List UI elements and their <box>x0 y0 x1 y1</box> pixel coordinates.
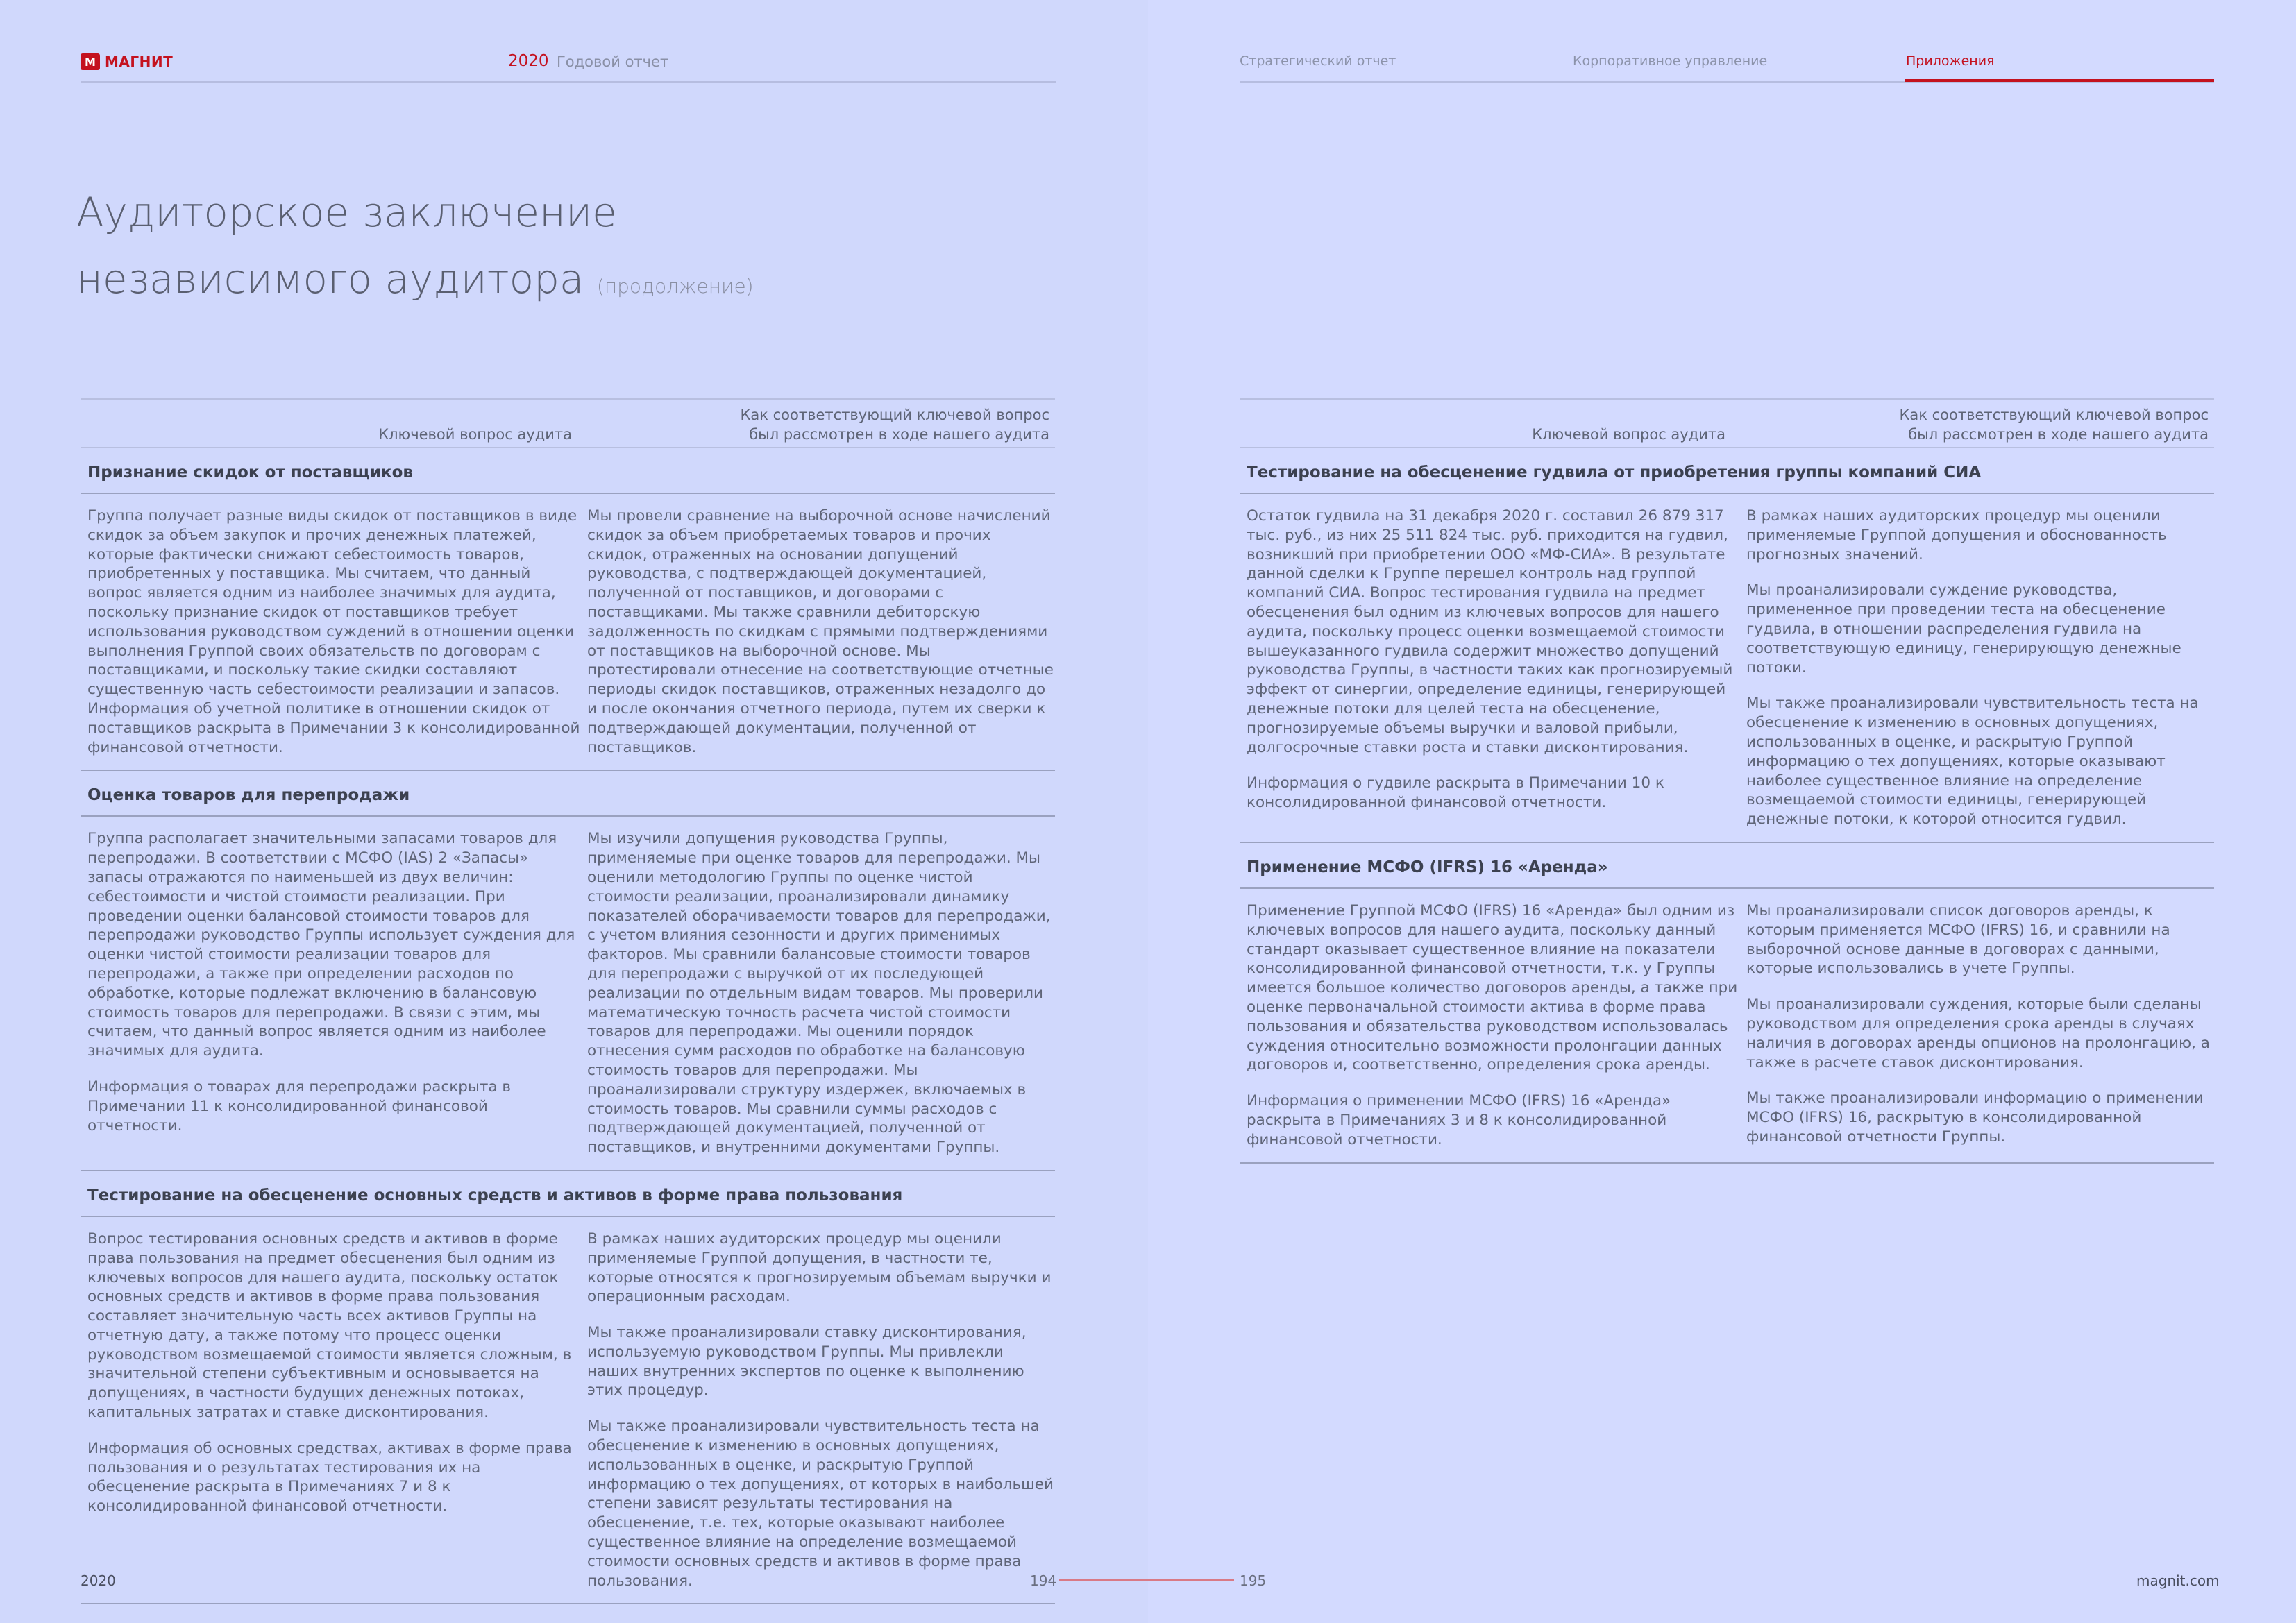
title-suffix: (продолжение) <box>596 275 754 298</box>
section-title: Применение МСФО (IFRS) 16 «Аренда» <box>1240 843 2214 889</box>
left-audit-table <box>81 398 1055 1604</box>
table-header-how-addressed-line2: был рассмотрен в ходе нашего аудита <box>749 426 1049 443</box>
left-sections <box>81 448 1055 1604</box>
nav-active-underline <box>1905 79 2214 82</box>
paragraph: Информация о товарах для перепродажи раскрыта в Примечании 11 к консолидированной финансовой отчетности. <box>87 1078 512 1135</box>
logo-icon: M <box>81 53 100 70</box>
paragraph: В рамках наших аудиторских процедур мы оценили применяемые Группой допущения, в частности те, которые относятся к прогнозируемым объемам выручки и операционным расходам. <box>587 1230 1052 1306</box>
table-header-row <box>81 398 1055 448</box>
key-matter-text <box>1247 901 1746 1150</box>
paragraph: Группа располагает значительными запасами товаров для перепродажи. В соответствии с МСФО (IAS) 2 «Запасы» запасы отражаются по наименьшей из двух величин: себестоимости и чистой стоимости реализации. При проведении оценки балансовой стоимости товаров для перепродажи руководство Группы использует суждения для оценки чистой стоимости реализации товаров для перепродажи, а также при определении расходов по обработке, которые подлежат включению в балансовую стоимость товаров для перепродажи. В связи с этим, мы считаем, что данный вопрос является одним из наиболее значимых для аудита. <box>87 830 575 1060</box>
paragraph: В рамках наших аудиторских процедур мы оценили применяемые Группой допущения и обоснованность прогнозных значений. <box>1746 507 2167 563</box>
paragraph: Применение Группой МСФО (IFRS) 16 «Аренда» был одним из ключевых вопросов для нашего аудита, поскольку данный стандарт оказывает существенное влияние на показатели консолидированной финансовой отчетности, т.к. у Группы имеется большое количество договоров аренды, а также при оценке первоначальной стоимости актива в форме права пользования и обязательства руководством использовалась суждения относительно возможности пролонгации данных договоров и, соответственно, определения срока аренды. <box>1247 901 1738 1074</box>
section-title: Тестирование на обесценение гудвила от приобретения группы компаний СИА <box>1240 448 2214 494</box>
paragraph: Мы провели сравнение на выборочной основе начислений скидок за объем приобретаемых товаров и прочих скидок, отраженных на основании допущений руководства, с подтверждающей документацией, полученной от поставщиков, и договорами с поставщиками. Мы также сравнили дебиторскую задолженность по скидкам с прямыми подтверждениями от поставщиков на выборочной основе. Мы протестировали отнесение на соответствующие отчетные периоды скидок поставщиков, отраженных незадолго до и после окончания отчетного периода, путем их сверки к подтверждающей документации, полученной от поставщиков. <box>587 507 1054 756</box>
title-line-2-text: независимого аудитора <box>76 255 584 303</box>
paragraph: Группа получает разные виды скидок от поставщиков в виде скидок за объем закупок и прочих денежных платежей, которые фактически снижают себестоимость товаров, приобретенных у поставщика. Мы считаем, что данный вопрос является одним из наиболее значимых для аудита, поскольку признание скидок от поставщиков требует использования руководством суждений в отношении оценки выполнения Группой своих обязательств по договорам с поставщиками, и поскольку такие скидки составляют существенную часть себестоимости реализации и запасов. Информация об учетной политике в отношении скидок от поставщиков раскрыта в Примечании 3 к консолидированной финансовой отчетности. <box>87 507 580 756</box>
audit-response-text <box>587 1230 1055 1591</box>
key-matter-text <box>87 507 587 757</box>
audit-response-text <box>587 829 1055 1157</box>
header-divider-left <box>81 81 1056 83</box>
table-header-key-matter: Ключевой вопрос аудита <box>1532 426 1725 443</box>
section-body-row <box>81 494 1055 771</box>
table-header-how-addressed-line2: был рассмотрен в ходе нашего аудита <box>1908 426 2209 443</box>
section-body-row <box>81 817 1055 1171</box>
key-matter-text <box>87 1230 587 1591</box>
section-title: Тестирование на обесценение основных средств и активов в форме права пользования <box>81 1171 1055 1217</box>
paragraph: Остаток гудвила на 31 декабря 2020 г. составил 26 879 317 тыс. руб., из них 25 511 824 тыс. руб. приходится на гудвил, возникший при приобретении ООО «МФ-СИА». В результате данной сделки к Группе перешел контроль над группой компаний СИА. Вопрос тестирования гудвила на предмет обесценения был одним из ключевых вопросов для нашего аудита, поскольку процесс оценки возмещаемой стоимости вышеуказанного гудвила содержит множество допущений руководства Группы, в частности таких как прогнозируемый эффект от синергии, определение единицы, генерирующей денежные потоки для целей теста на обесценение, прогнозируемые объемы выручки и валовой прибыли, долгосрочные ставки роста и ставки дисконтирования. <box>1247 507 1733 756</box>
logo-text: МАГНИТ <box>105 53 174 70</box>
paragraph: Мы проанализировали список договоров аренды, к которым применяется МСФО (IFRS) 16, и сравнили на выборочной основе данные в договорах с данными, которые использовались в учете Группы. <box>1746 901 2170 978</box>
section-title: Оценка товаров для перепродажи <box>81 771 1055 817</box>
table-header-how-addressed-line1: Как соответствующий ключевой вопрос <box>740 407 1049 423</box>
section-body-row <box>1240 494 2214 843</box>
table-header-how-addressed <box>741 405 1050 444</box>
section-body-row <box>1240 889 2214 1164</box>
section-body-row <box>81 1217 1055 1605</box>
table-header-key-matter: Ключевой вопрос аудита <box>378 426 572 443</box>
paragraph: Информация об основных средствах, активах в форме права пользования и о результатах тестирования их на обесценение раскрыта в Примечаниях 7 и 8 к консолидированной финансовой отчетности. <box>87 1439 572 1515</box>
page-number-divider <box>1059 1579 1234 1581</box>
section-title: Признание скидок от поставщиков <box>81 448 1055 494</box>
title-line-2 <box>76 246 754 320</box>
right-audit-table <box>1240 398 2214 1164</box>
page-number-left: 194 <box>1030 1572 1057 1589</box>
paragraph: Мы также проанализировали информацию о применении МСФО (IFRS) 16, раскрытую в консолидированной финансовой отчетности Группы. <box>1746 1089 2204 1146</box>
page-title <box>76 179 754 320</box>
paragraph: Мы изучили допущения руководства Группы, применяемые при оценке товаров для перепродажи. Мы оценили методологию Группы по оценке чистой стоимости реализации, проанализировали динамику показателей оборачиваемости товаров для перепродажи, с учетом влияния сезонности и других применимых факторов. Мы сравнили балансовые стоимости товаров для перепродажи с выручкой от их последующей реализации по отдельным видам товаров. Мы проверили математическую точность расчета чистой стоимости товаров для перепродажи. Мы оценили порядок отнесения сумм расходов по обработке на балансовую стоимость товаров для перепродажи. Мы проанализировали структуру издержек, включаемых в стоимость товаров. Мы сравнили суммы расходов с подтверждающей документацией, полученной от поставщиков, и внутренними документами Группы. <box>587 830 1051 1157</box>
table-header-row <box>1240 398 2214 448</box>
paragraph: Мы также проанализировали чувствительность теста на обесценение к изменению в основных допущениях, использованных в оценке, и раскрытую Группой информацию о тех допущениях, которые оказывают наиболее существенное влияние на определение возмещаемой стоимости единицы, генерирующей денежные потоки, к которой относится гудвил. <box>1746 695 2199 829</box>
audit-response-text <box>587 507 1055 757</box>
table-header-how-addressed <box>1900 405 2209 444</box>
nav-strategic-report[interactable]: Стратегический отчет <box>1240 53 1396 69</box>
page-number-right: 195 <box>1240 1572 1267 1589</box>
paragraph: Мы проанализировали суждение руководства, примененное при проведении теста на обесценение гудвила, в отношении распределения гудвила на соответствующую единицу, генерирующую денежные потоки. <box>1746 581 2181 677</box>
paragraph: Информация о применении МСФО (IFRS) 16 «Аренда» раскрыта в Примечаниях 3 и 8 к консолидированной финансовой отчетности. <box>1247 1092 1671 1148</box>
footer-site-link[interactable]: magnit.com <box>2136 1572 2220 1589</box>
paragraph: Мы проанализировали суждения, которые были сделаны руководством для определения срока аренды в случаях наличия в договорах аренды опционов на пролонгацию, а также в расчете ставок дисконтирования. <box>1746 996 2210 1071</box>
magnit-logo[interactable] <box>81 53 173 70</box>
audit-response-text <box>1746 507 2214 829</box>
nav-corporate-governance[interactable]: Корпоративное управление <box>1573 53 1768 69</box>
paragraph: Мы также проанализировали ставку дисконтирования, используемую руководством Группы. Мы привлекли наших внутренних экспертов по оценке к выполнению этих процедур. <box>587 1324 1027 1400</box>
header-report-title[interactable]: Годовой отчет <box>557 53 669 70</box>
header-year: 2020 <box>508 52 549 70</box>
key-matter-text <box>1247 507 1746 829</box>
paragraph: Вопрос тестирования основных средств и активов в форме права пользования на предмет обесценения был одним из ключевых вопросов для нашего аудита, поскольку остаток основных средств и активов в форме права пользования составляет значительную часть всех активов Группы на отчетную дату, а также потому что процесс оценки руководством возмещаемой стоимости является сложным, в значительной степени субъективным и основывается на допущениях, в частности будущих денежных потоках, капитальных затратах и ставке дисконтирования. <box>87 1230 572 1422</box>
paragraph: Информация о гудвиле раскрыта в Примечании 10 к консолидированной финансовой отчетности. <box>1247 774 1664 812</box>
footer-year: 2020 <box>81 1572 116 1589</box>
right-sections <box>1240 448 2214 1164</box>
key-matter-text <box>87 829 587 1157</box>
table-header-how-addressed-line1: Как соответствующий ключевой вопрос <box>1899 407 2209 423</box>
title-line-1: Аудиторское заключение <box>76 189 617 236</box>
paragraph: Мы также проанализировали чувствительность теста на обесценение к изменению в основных допущениях, использованных в оценке, и раскрытую Группой информацию о тех допущениях, от которых в наибольшей степени зависят результаты тестирования на обесценение, т.е. тех, которые оказывают наиболее существенное влияние на определение возмещаемой стоимости основных средств и активов в форме права пользования. <box>587 1418 1054 1590</box>
nav-appendices[interactable]: Приложения <box>1906 53 1995 69</box>
audit-response-text <box>1746 901 2214 1150</box>
